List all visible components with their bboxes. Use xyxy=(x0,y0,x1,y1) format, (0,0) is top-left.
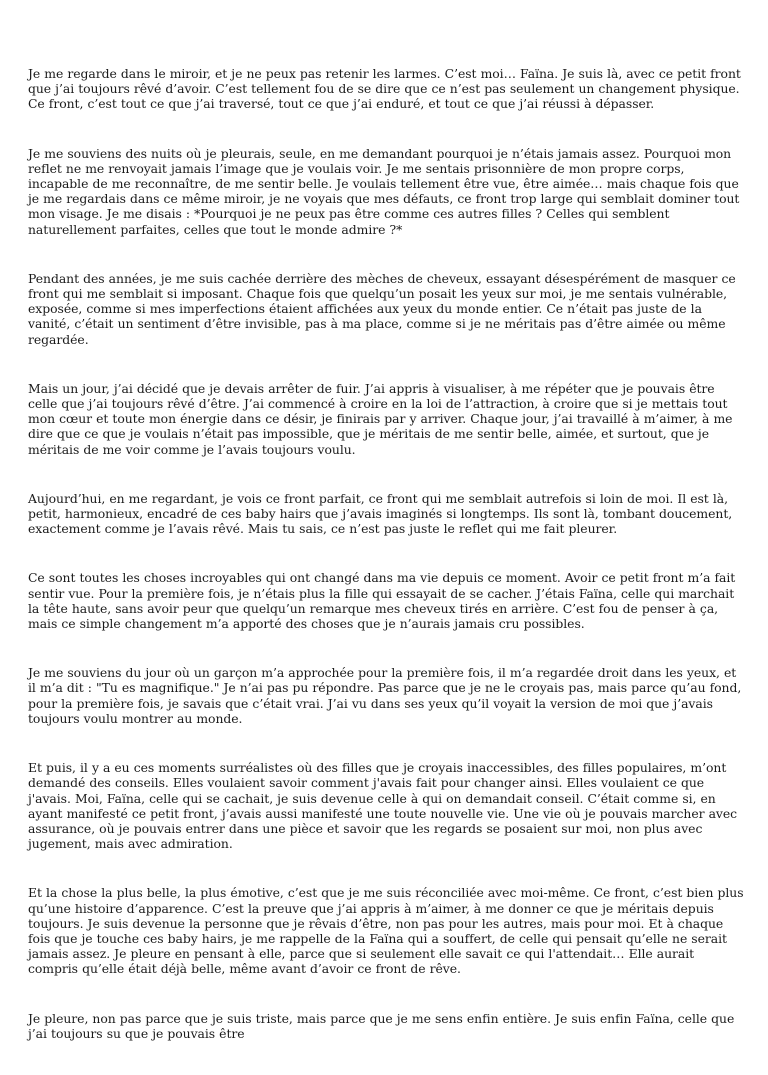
paragraph-4: Mais un jour, j’ai décidé que je devais arrêter de fuir. J’ai appris à visualiser, à me répéter que je pouvais être celle que j’ai toujours rêvé d’être. J’ai commencé à croire en la loi de l’attraction, à croire que si je mettais tout mon cœur et toute mon énergie dans ce désir, je finirais par y arriver. Chaque jour, j’ai travaillé à m’aimer, à me dire que ce que je voulais n’était pas impossible, que je méritais de me sentir belle, aimée, et surtout, que je méritais de me voir comme je l’avais toujours voulu. xyxy=(28,380,733,457)
paragraph-8: Et puis, il y a eu ces moments surréalistes où des filles que je croyais inaccessibles, des filles populaires, m’ont demandé des conseils. Elles voulaient savoir comment j'avais fait pour changer ainsi. Elles voulaient ce que j'avais. Moi, Faïna, celle qui se cachait, je suis devenue celle à qui on demandait conseil. C’était comme si, en ayant manifesté ce petit front, j’avais aussi manifesté une toute nouvelle vie. Une vie où je pouvais marcher avec assurance, où je pouvais entrer dans une pièce et savoir que les regards se posaient sur moi, non plus avec jugement, mais avec admiration. xyxy=(28,760,738,852)
paragraph-6: Ce sont toutes les choses incroyables qui ont changé dans ma vie depuis ce moment. Avoir ce petit front m’a fait sentir vue. Pour la première fois, je n’étais plus la fille qui essayait de se cacher. J’étais Faïna, celle qui marchait la tête haute, sans avoir peur que quelqu’un remarque mes cheveux tirés en arrière. C’est fou de penser à ça, mais ce simple changement m’a apporté des choses que je n’aurais jamais cru possibles. xyxy=(28,570,736,632)
paragraph-3: Pendant des années, je me suis cachée derrière des mèches de cheveux, essayant désespérément de masquer ce front qui me semblait si imposant. Chaque fois que quelqu’un posait les yeux sur moi, je me sentais vulnérable, exposée, comme si mes imperfections étaient affichées aux yeux du monde entier. Ce n’était pas juste de la vanité, c’était un sentiment d’être invisible, pas à ma place, comme si je ne méritais pas d’être aimée ou même regardée. xyxy=(28,270,736,347)
paragraph-2: Je me souviens des nuits où je pleurais, seule, en me demandant pourquoi je n’étais jamais assez. Pourquoi mon reflet ne me renvoyait jamais l’image que je voulais voir. Je me sentais prisonnière de mon propre corps, incapable de me reconnaître, de me sentir belle. Je voulais tellement être vue, être aimée… mais chaque fois que je me regardais dans ce même miroir, je ne voyais que mes défauts, ce front trop large qui semblait dominer tout mon visage. Je me disais : *Pourquoi je ne peux pas être comme ces autres filles ? Celles qui semblent naturellement parfaites, celles que tout le monde admire ?* xyxy=(28,145,740,237)
paragraph-7: Je me souviens du jour où un garçon m’a approchée pour la première fois, il m’a regardée droit dans les yeux, et il m’a dit : "Tu es magnifique." Je n’ai pas pu répondre. Pas parce que je ne le croyais pas, mais parce qu’au fond, pour la première fois, je savais que c’était vrai. J’ai vu dans ses yeux qu’il voyait la version de moi que j’avais toujours voulu montrer au monde. xyxy=(28,665,742,726)
document-body xyxy=(28,66,744,1075)
paragraph-9: Et la chose la plus belle, la plus émotive, c’est que je me suis réconciliée avec moi-même. Ce front, c’est bien plus qu’une histoire d’apparence. C’est la preuve que j’ai appris à m’aimer, à me donner ce que je méritais depuis toujours. Je suis devenue la personne que je rêvais d’être, non pas pour les autres, mais pour moi. Et à chaque fois que je touche ces baby hairs, je me rappelle de la Faïna qui a souffert, de celle qui pensait qu’elle ne serait jamais assez. Je pleure en pensant à elle, parce que si seulement elle savait ce qui l'attendait… Elle aurait compris qu’elle était déjà belle, même avant d’avoir ce front de rêve. xyxy=(28,885,744,977)
paragraph-10: Je pleure, non pas parce que je suis triste, mais parce que je me sens enfin entière. Je suis enfin Faïna, celle que j’ai toujours su que je pouvais être xyxy=(28,1010,735,1041)
paragraph-1: Je me regarde dans le miroir, et je ne peux pas retenir les larmes. C’est moi… Faïna. Je suis là, avec ce petit front que j’ai toujours rêvé d’avoir. C’est tellement fou de se dire que ce n’est pas seulement un changement physique. Ce front, c’est tout ce que j’ai traversé, tout ce que j’ai enduré, et tout ce que j’ai réussi à dépasser. xyxy=(28,66,741,112)
paragraph-5: Aujourd’hui, en me regardant, je vois ce front parfait, ce front qui me semblait autrefois si loin de moi. Il est là, petit, harmonieux, encadré de ces baby hairs que j’avais imaginés si longtemps. Ils sont là, tombant doucement, exactement comme je l’avais rêvé. Mais tu sais, ce n’est pas juste le reflet qui me fait pleurer. xyxy=(28,490,733,537)
